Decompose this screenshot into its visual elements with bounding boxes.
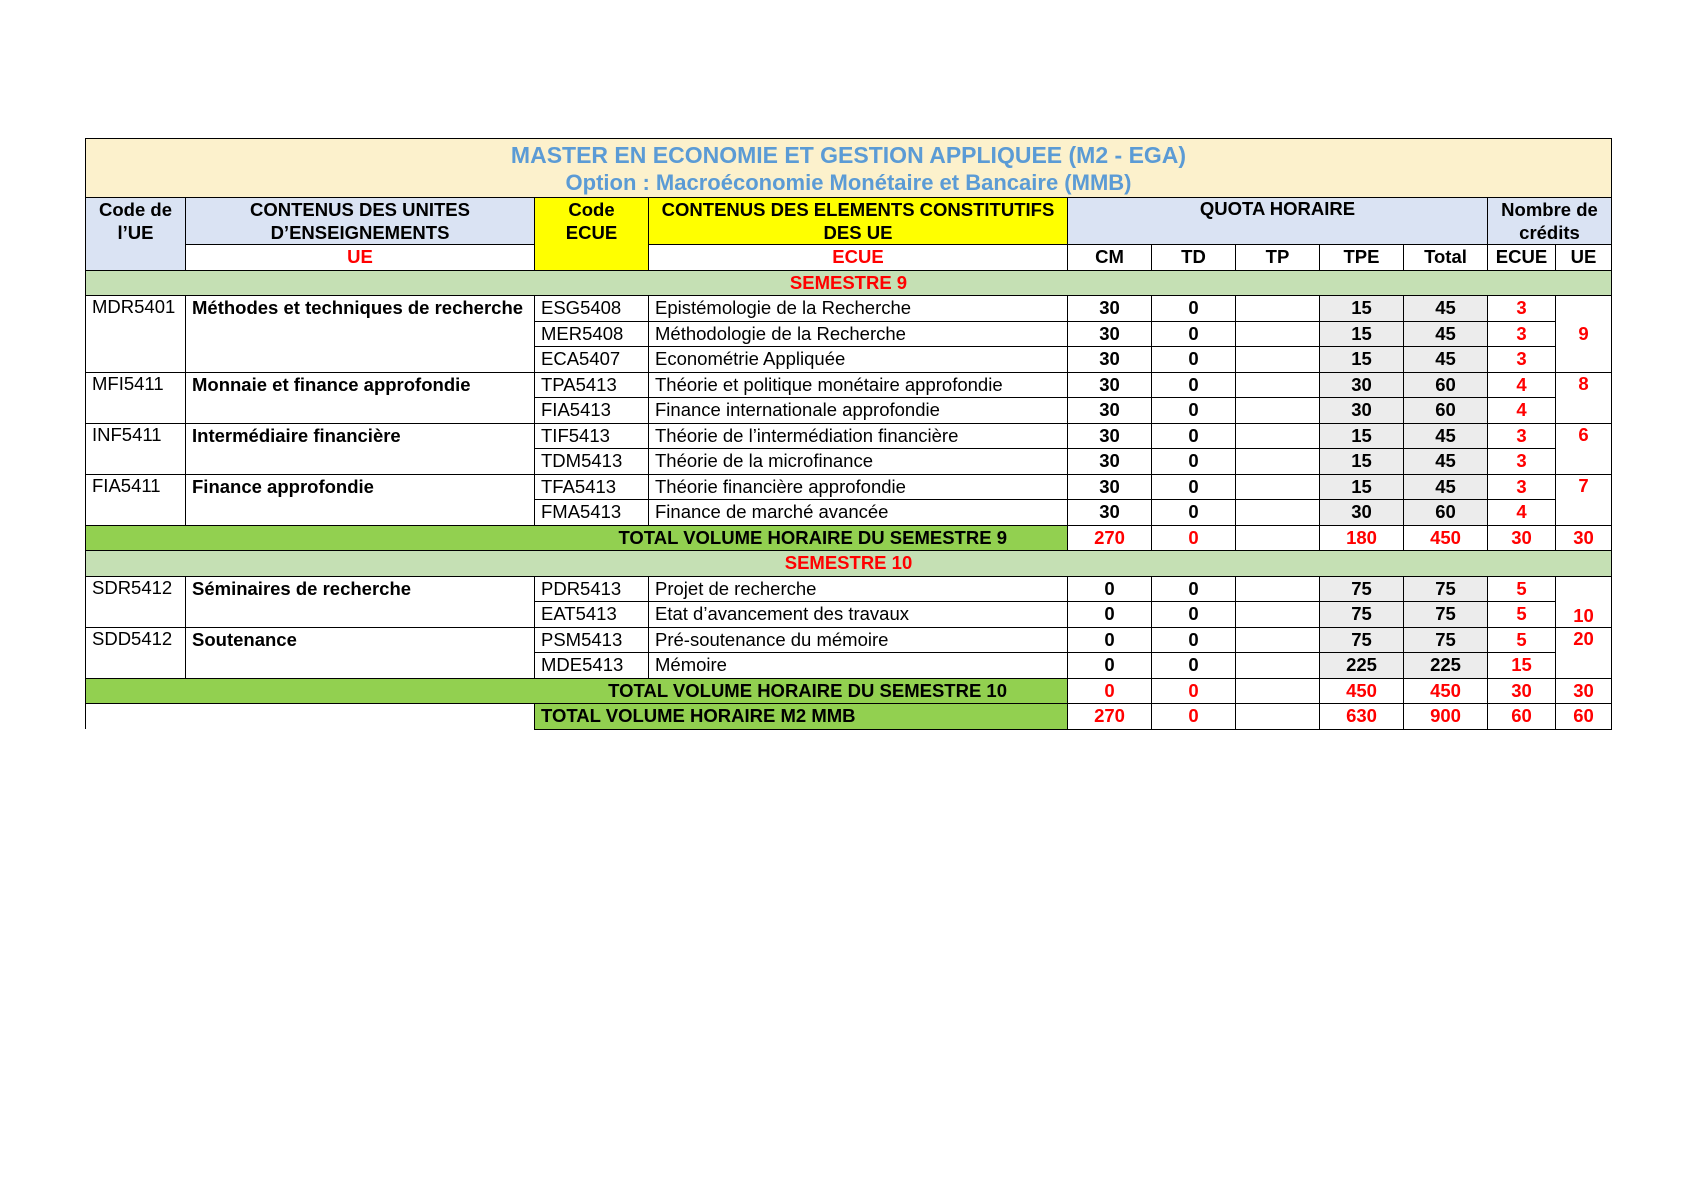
tp-value <box>1236 500 1320 526</box>
total-value: 45 <box>1404 474 1488 500</box>
td-value: 0 <box>1152 449 1236 475</box>
document-subtitle: Option : Macroéconomie Monétaire et Bancaire (MMB) <box>565 170 1132 195</box>
semester10-total-row <box>86 678 1612 704</box>
tpe-value: 30 <box>1320 398 1404 424</box>
header-cm: CM <box>1068 245 1152 271</box>
grand-total-ue: 60 <box>1556 704 1612 730</box>
tp-value <box>1236 347 1320 373</box>
total-value: 45 <box>1404 449 1488 475</box>
total-ue: 30 <box>1556 525 1612 551</box>
total-cm: 0 <box>1068 678 1152 704</box>
ecue-code: MER5408 <box>535 321 649 347</box>
tp-value <box>1236 321 1320 347</box>
total-tp <box>1236 525 1320 551</box>
table-row <box>86 627 1612 653</box>
total-tp <box>1236 678 1320 704</box>
grand-total-cm: 270 <box>1068 704 1152 730</box>
ecue-name: Finance de marché avancée <box>649 500 1068 526</box>
tp-value <box>1236 449 1320 475</box>
ecue-name: Epistémologie de la Recherche <box>649 296 1068 322</box>
ecue-code: FIA5413 <box>535 398 649 424</box>
tpe-value: 75 <box>1320 602 1404 628</box>
header-td: TD <box>1152 245 1236 271</box>
ecue-credits: 3 <box>1488 449 1556 475</box>
header-total: Total <box>1404 245 1488 271</box>
ue-name: Méthodes et techniques de recherche <box>186 296 535 373</box>
ecue-code: MDE5413 <box>535 653 649 679</box>
total-cm: 270 <box>1068 525 1152 551</box>
td-value: 0 <box>1152 372 1236 398</box>
ue-code: INF5411 <box>86 423 186 474</box>
total-value: 75 <box>1404 602 1488 628</box>
ue-credits: 10 <box>1556 576 1612 627</box>
header-quota-horaire: QUOTA HORAIRE <box>1068 198 1488 245</box>
ecue-credits: 5 <box>1488 576 1556 602</box>
tp-value <box>1236 296 1320 322</box>
total-value: 225 <box>1404 653 1488 679</box>
header-credit-ecue: ECUE <box>1488 245 1556 271</box>
ue-code: SDR5412 <box>86 576 186 627</box>
header-nombre-credits: Nombre de crédits <box>1488 198 1612 245</box>
ecue-credits: 3 <box>1488 296 1556 322</box>
tpe-value: 225 <box>1320 653 1404 679</box>
ecue-credits: 3 <box>1488 347 1556 373</box>
header-tpe: TPE <box>1320 245 1404 271</box>
tpe-value: 30 <box>1320 500 1404 526</box>
ue-code: MFI5411 <box>86 372 186 423</box>
ecue-code: EAT5413 <box>535 602 649 628</box>
tp-value <box>1236 372 1320 398</box>
ue-credits: 6 <box>1556 423 1612 474</box>
total-value: 45 <box>1404 423 1488 449</box>
ecue-name: Théorie et politique monétaire approfondie <box>649 372 1068 398</box>
cm-value: 30 <box>1068 423 1152 449</box>
td-value: 0 <box>1152 474 1236 500</box>
tp-value <box>1236 576 1320 602</box>
ecue-name: Théorie de la microfinance <box>649 449 1068 475</box>
document-title: MASTER EN ECONOMIE ET GESTION APPLIQUEE (M2 - EGA) <box>510 142 1187 168</box>
td-value: 0 <box>1152 653 1236 679</box>
cm-value: 0 <box>1068 627 1152 653</box>
semester9-total-label: TOTAL VOLUME HORAIRE DU SEMESTRE 9 <box>86 525 1068 551</box>
semester10-label: SEMESTRE 10 <box>86 551 1612 577</box>
cm-value: 30 <box>1068 296 1152 322</box>
header-code-ecue: Code ECUE <box>535 198 649 271</box>
total-value: 60 <box>1404 372 1488 398</box>
ue-code: FIA5411 <box>86 474 186 525</box>
ecue-code: FMA5413 <box>535 500 649 526</box>
ue-credits: 9 <box>1556 296 1612 373</box>
ecue-credits: 5 <box>1488 627 1556 653</box>
td-value: 0 <box>1152 627 1236 653</box>
header-row-2 <box>86 245 1612 271</box>
cm-value: 30 <box>1068 398 1152 424</box>
ecue-code: TIF5413 <box>535 423 649 449</box>
ecue-credits: 5 <box>1488 602 1556 628</box>
td-value: 0 <box>1152 576 1236 602</box>
ue-name: Soutenance <box>186 627 535 678</box>
total-ecue: 30 <box>1488 678 1556 704</box>
ecue-name: Théorie de l’intermédiation financière <box>649 423 1068 449</box>
total-value: 60 <box>1404 398 1488 424</box>
ecue-name: Méthodologie de la Recherche <box>649 321 1068 347</box>
ue-credits: 7 <box>1556 474 1612 525</box>
grand-total-tpe: 630 <box>1320 704 1404 730</box>
total-value: 75 <box>1404 627 1488 653</box>
tpe-value: 15 <box>1320 474 1404 500</box>
ue-name: Finance approfondie <box>186 474 535 525</box>
cm-value: 30 <box>1068 449 1152 475</box>
total-ue: 30 <box>1556 678 1612 704</box>
semester10-total-label: TOTAL VOLUME HORAIRE DU SEMESTRE 10 <box>86 678 1068 704</box>
ecue-name: Pré-soutenance du mémoire <box>649 627 1068 653</box>
ecue-code: TDM5413 <box>535 449 649 475</box>
cm-value: 30 <box>1068 347 1152 373</box>
grand-total-ecue: 60 <box>1488 704 1556 730</box>
total-value: 45 <box>1404 347 1488 373</box>
ecue-code: ESG5408 <box>535 296 649 322</box>
ecue-credits: 3 <box>1488 474 1556 500</box>
title-row <box>86 139 1612 198</box>
header-credit-ue: UE <box>1556 245 1612 271</box>
td-value: 0 <box>1152 423 1236 449</box>
ecue-name: Etat d’avancement des travaux <box>649 602 1068 628</box>
total-total: 450 <box>1404 678 1488 704</box>
ecue-code: PDR5413 <box>535 576 649 602</box>
total-value: 60 <box>1404 500 1488 526</box>
cm-value: 0 <box>1068 602 1152 628</box>
total-total: 450 <box>1404 525 1488 551</box>
semester9-header-row <box>86 270 1612 296</box>
td-value: 0 <box>1152 398 1236 424</box>
tpe-value: 15 <box>1320 321 1404 347</box>
table-row <box>86 296 1612 322</box>
tpe-value: 15 <box>1320 296 1404 322</box>
tp-value <box>1236 653 1320 679</box>
tp-value <box>1236 602 1320 628</box>
header-tp: TP <box>1236 245 1320 271</box>
ecue-credits: 3 <box>1488 423 1556 449</box>
total-td: 0 <box>1152 678 1236 704</box>
ecue-credits: 4 <box>1488 372 1556 398</box>
cm-value: 30 <box>1068 474 1152 500</box>
total-tpe: 180 <box>1320 525 1404 551</box>
tpe-value: 75 <box>1320 576 1404 602</box>
ue-code: SDD5412 <box>86 627 186 678</box>
ecue-code: TFA5413 <box>535 474 649 500</box>
title-cell <box>86 139 1612 198</box>
header-row-1 <box>86 198 1612 245</box>
tp-value <box>1236 423 1320 449</box>
total-value: 45 <box>1404 296 1488 322</box>
ue-credits: 8 <box>1556 372 1612 423</box>
ecue-credits: 4 <box>1488 500 1556 526</box>
cm-value: 30 <box>1068 372 1152 398</box>
ue-name: Séminaires de recherche <box>186 576 535 627</box>
semester9-total-row <box>86 525 1612 551</box>
ecue-credits: 4 <box>1488 398 1556 424</box>
ue-name: Monnaie et finance approfondie <box>186 372 535 423</box>
grand-total-tp <box>1236 704 1320 730</box>
grand-total-td: 0 <box>1152 704 1236 730</box>
ecue-name: Projet de recherche <box>649 576 1068 602</box>
tpe-value: 15 <box>1320 423 1404 449</box>
ue-credits: 20 <box>1556 627 1612 678</box>
tpe-value: 15 <box>1320 449 1404 475</box>
ecue-code: TPA5413 <box>535 372 649 398</box>
header-contenus-ecue: CONTENUS DES ELEMENTS CONSTITUTIFS DES UE <box>649 198 1068 245</box>
semester10-header-row <box>86 551 1612 577</box>
tp-value <box>1236 474 1320 500</box>
table-row <box>86 372 1612 398</box>
ecue-code: PSM5413 <box>535 627 649 653</box>
total-value: 75 <box>1404 576 1488 602</box>
td-value: 0 <box>1152 321 1236 347</box>
ecue-credits: 3 <box>1488 321 1556 347</box>
ecue-code: ECA5407 <box>535 347 649 373</box>
ecue-name: Théorie financière approfondie <box>649 474 1068 500</box>
grand-total-total: 900 <box>1404 704 1488 730</box>
table-row <box>86 423 1612 449</box>
curriculum-table <box>85 138 1612 730</box>
ue-name: Intermédiaire financière <box>186 423 535 474</box>
header-ue: UE <box>186 245 535 271</box>
cm-value: 30 <box>1068 500 1152 526</box>
tpe-value: 30 <box>1320 372 1404 398</box>
blank-cell <box>86 704 535 730</box>
grand-total-row <box>86 704 1612 730</box>
ecue-credits: 15 <box>1488 653 1556 679</box>
semester9-label: SEMESTRE 9 <box>86 270 1612 296</box>
total-tpe: 450 <box>1320 678 1404 704</box>
ecue-name: Econométrie Appliquée <box>649 347 1068 373</box>
total-td: 0 <box>1152 525 1236 551</box>
header-contenus-ue: CONTENUS DES UNITES D’ENSEIGNEMENTS <box>186 198 535 245</box>
ue-code: MDR5401 <box>86 296 186 373</box>
table-row <box>86 576 1612 602</box>
header-code-ue: Code de l’UE <box>86 198 186 271</box>
tp-value <box>1236 627 1320 653</box>
total-ecue: 30 <box>1488 525 1556 551</box>
ecue-name: Mémoire <box>649 653 1068 679</box>
td-value: 0 <box>1152 602 1236 628</box>
td-value: 0 <box>1152 296 1236 322</box>
total-value: 45 <box>1404 321 1488 347</box>
cm-value: 30 <box>1068 321 1152 347</box>
tpe-value: 75 <box>1320 627 1404 653</box>
tp-value <box>1236 398 1320 424</box>
cm-value: 0 <box>1068 576 1152 602</box>
td-value: 0 <box>1152 500 1236 526</box>
cm-value: 0 <box>1068 653 1152 679</box>
tpe-value: 15 <box>1320 347 1404 373</box>
td-value: 0 <box>1152 347 1236 373</box>
table-row <box>86 474 1612 500</box>
header-ecue: ECUE <box>649 245 1068 271</box>
ecue-name: Finance internationale approfondie <box>649 398 1068 424</box>
grand-total-label: TOTAL VOLUME HORAIRE M2 MMB <box>535 704 1068 730</box>
